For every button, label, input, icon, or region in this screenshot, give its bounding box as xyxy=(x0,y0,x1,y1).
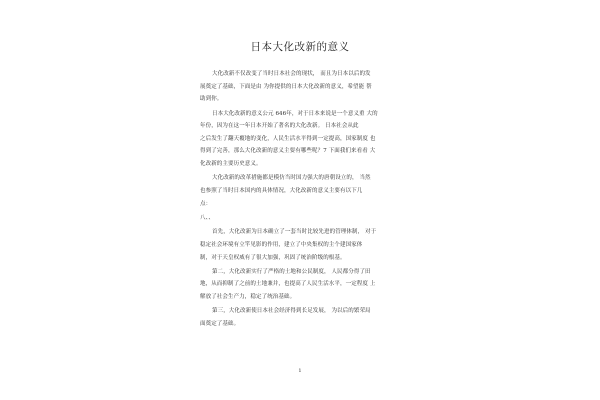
text-line: 大化改新的改革措施都是模仿当时国力强大的唐朝设立的， 当然 xyxy=(212,175,371,182)
text-line: 化改新的主要历史意义。 xyxy=(200,160,262,167)
paragraph-second-point xyxy=(200,266,418,304)
text-line: 助到你。 xyxy=(200,96,223,103)
text-line: 之后发生了翻天覆地的变化，人民生活水平得到一定提高，国家制度 也 xyxy=(200,135,376,142)
text-line: 第二，大化改新实行了严格的土地和公民制度， 人民都分得了田 xyxy=(212,268,371,275)
paragraph-third-point xyxy=(200,305,418,330)
paragraph-intro xyxy=(200,68,418,106)
paragraph-marker xyxy=(200,212,418,225)
text-line: 日本大化改新的意义公元 646年，对于日本来说是一个意义重 大的 xyxy=(212,110,378,117)
paragraph-significance xyxy=(200,108,418,171)
text-line: 年份，因为在这一年日本开始了著名的大化改新。 日本社会从此 xyxy=(200,123,359,130)
document-title: 日本大化改新的意义 xyxy=(250,41,350,53)
text-line: 也参照了当时日本国内的具体情况，大化改新的意义主要有以下几 xyxy=(200,187,363,194)
paragraph-first-point xyxy=(200,226,418,264)
paragraph-reform-measures xyxy=(200,172,418,210)
text-line: 大化改新不仅改变了当时日本社会的现状， 而且为日本以后的发 xyxy=(212,71,371,77)
text-line: 八、、 xyxy=(200,214,215,221)
text-line: 第三，大化改新使日本社会经济得到长足发展， 为以后的繁荣局 xyxy=(212,308,371,315)
text-line: 地，从而抑制了之前的土地兼并，也提高了人民生活水平，一定程度 上 xyxy=(200,281,376,288)
text-line: 稳定社会环境有立竿见影的作用，建立了中央集权的主个建国家体 xyxy=(200,241,363,248)
text-line: 面奠定了基础。 xyxy=(200,321,240,328)
text-line: 展奠定了基础，下面是由 为你提供的日本大化改新的意义，希望能 帮 xyxy=(200,83,372,90)
text-line: 得到了完善，那么大化改新的意义主要有哪些呢？7 下面我们来看看 大 xyxy=(200,148,376,155)
text-line: 首先，大化改新为日本确立了一套当时比较先进的管理体制， 对于 xyxy=(212,229,377,236)
text-line: 点： xyxy=(200,200,212,207)
page-number: 1 xyxy=(298,368,302,374)
text-line: 解放了社会生产力，稳定了统治基础。 xyxy=(200,294,296,301)
document-body xyxy=(200,68,418,332)
text-line: 制，对于天皇权威有了很大加强，巩固了统治阶级的根基。 xyxy=(200,254,346,261)
